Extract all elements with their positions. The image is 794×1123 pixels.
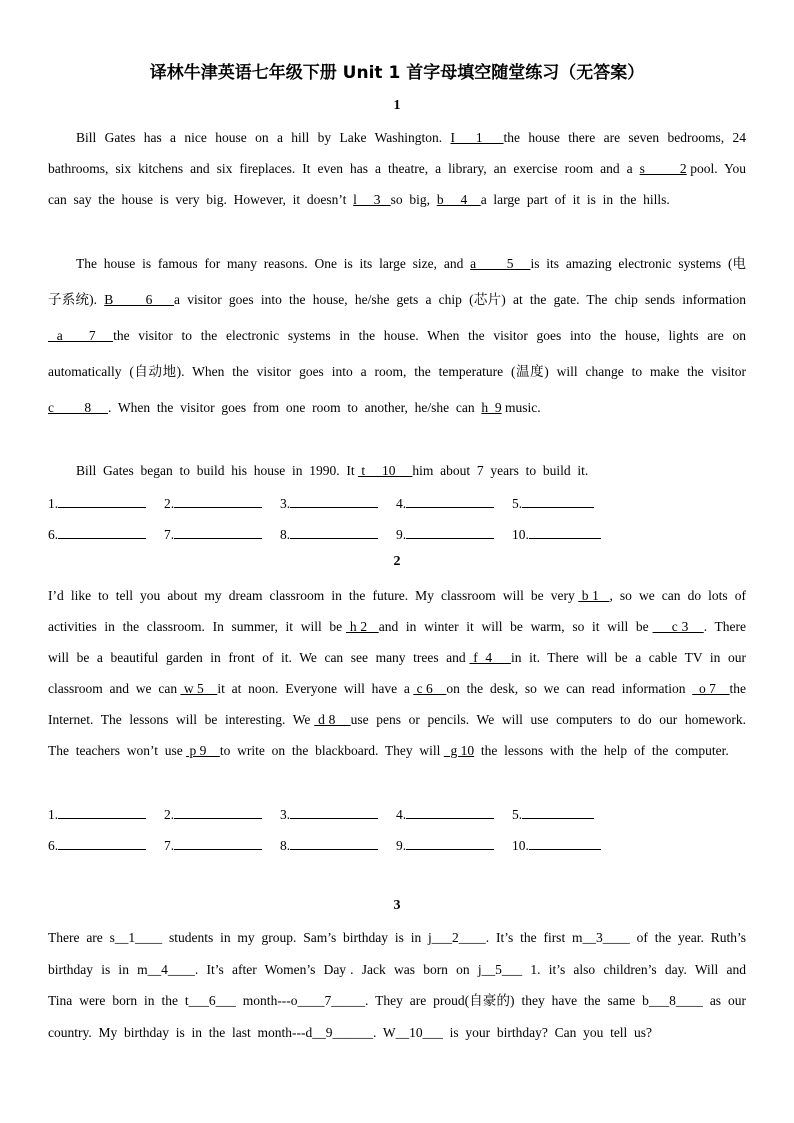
passage-text: a large part of it is in the hills.	[480, 192, 670, 207]
answer-number: 1.	[48, 496, 59, 511]
answer-blank-4	[396, 493, 494, 512]
answer-blank-1	[48, 804, 146, 823]
answer-blank-5	[512, 493, 594, 512]
passage-text: a visitor goes into the house, he/she gets a chip (芯片) at the gate. The chip sends information	[174, 292, 753, 307]
answer-blank-10	[512, 835, 601, 854]
answer-number: 3.	[280, 496, 291, 511]
fill-blank: p 9	[186, 743, 220, 758]
answer-line[interactable]	[58, 524, 146, 539]
fill-blank: B 6	[104, 292, 175, 307]
passage-text: in it. There will be a cable TV in our classroom and we can	[48, 650, 753, 696]
answer-number: 10.	[512, 838, 529, 853]
fill-blank: I 1	[450, 130, 504, 145]
passage-text: , so we can do lots of activities in the classroom. In summer, it will be	[48, 588, 753, 634]
passage-text: is its amazing electronic systems (电子系统).	[48, 256, 746, 307]
answer-line[interactable]	[174, 524, 262, 539]
answer-line[interactable]	[58, 835, 146, 850]
passage-text: . When the visitor goes from one room to another, he/she can	[108, 400, 482, 415]
passage-text: to write on the blackboard. They will	[219, 743, 444, 758]
answer-blank-7	[164, 524, 262, 543]
answer-line[interactable]	[290, 493, 378, 508]
answer-number: 2.	[164, 807, 175, 822]
answer-line[interactable]	[406, 804, 494, 819]
answer-blank-3	[280, 804, 378, 823]
answer-number: 3.	[280, 807, 291, 822]
answer-blank-2	[164, 493, 262, 512]
answer-number: 7.	[164, 838, 175, 853]
section-2-number: 2	[393, 554, 401, 569]
answer-number: 4.	[396, 496, 407, 511]
answer-line[interactable]	[174, 493, 262, 508]
answer-number: 5.	[512, 496, 523, 511]
answer-line[interactable]	[174, 804, 262, 819]
passage-text: him about 7 years to build it.	[412, 463, 589, 478]
answer-number: 7.	[164, 527, 175, 542]
answer-number: 6.	[48, 838, 59, 853]
answer-line[interactable]	[522, 493, 594, 508]
answer-blank-4	[396, 804, 494, 823]
passage-text: . There will be a beautiful garden in front of it. We can see many trees and	[48, 619, 753, 665]
fill-blank: l 3	[353, 192, 391, 207]
answer-blank-1	[48, 493, 146, 512]
answer-number: 10.	[512, 527, 529, 542]
answer-line[interactable]	[174, 835, 262, 850]
answer-number: 6.	[48, 527, 59, 542]
answer-line[interactable]	[58, 804, 146, 819]
passage-text: use pens or pencils. We will use computers to do our homework. The teachers won’t use	[48, 712, 753, 758]
fill-blank: o 7	[692, 681, 730, 696]
answer-line[interactable]	[290, 524, 378, 539]
fill-blank: s 2	[639, 161, 687, 176]
fill-blank: a 5	[470, 256, 531, 271]
passage-text: pool. You can say the house is very big. However, it doesn’t	[48, 161, 753, 207]
answer-blank-6	[48, 524, 146, 543]
fill-blank: c 8	[48, 400, 108, 415]
passage-text: on the desk, so we can read information	[446, 681, 693, 696]
passage-text: so big,	[390, 192, 437, 207]
answer-line[interactable]	[522, 804, 594, 819]
passage-text: the visitor to the electronic systems in the house. When the visitor goes into the house, lights are on automatically (自动地). When the visitor goes into a room, the temperature (温度) will change to make the visitor	[48, 328, 753, 379]
section-1-paragraph-2	[48, 246, 753, 426]
fill-blank: h 2	[346, 619, 379, 634]
answer-blank-2	[164, 804, 262, 823]
fill-blank: b 1	[578, 588, 610, 603]
passage-text: the house there are seven bedrooms, 24 bathrooms, six kitchens and six fireplaces. It even has a theatre, a library, an exercise room and a	[48, 130, 753, 176]
answer-line[interactable]	[529, 524, 601, 539]
passage-text: music.	[501, 400, 541, 415]
fill-blank: d 8	[314, 712, 351, 727]
fill-blank: h 9	[481, 400, 502, 415]
passage-text: Bill Gates has a nice house on a hill by Lake Washington.	[76, 130, 451, 145]
fill-blank: g 10	[443, 743, 475, 758]
fill-blank: f 4	[469, 650, 512, 665]
passage-text: The house is famous for many reasons. One is its large size, and	[76, 256, 471, 271]
fill-blank: t 10	[357, 463, 413, 478]
answer-blank-5	[512, 804, 594, 823]
answer-blank-3	[280, 493, 378, 512]
answer-blank-7	[164, 835, 262, 854]
answer-line[interactable]	[290, 804, 378, 819]
passage-text: the lessons with the help of the computer.	[474, 743, 729, 758]
passage-text: I’d like to tell you about my dream classroom in the future. My classroom will be very	[48, 588, 579, 603]
passage-text: and in winter it will be warm, so it will be	[378, 619, 653, 634]
section-2-paragraph-1	[48, 580, 753, 766]
passage-text: Bill Gates began to build his house in 1990. It	[76, 463, 358, 478]
fill-blank: b 4	[436, 192, 481, 207]
fill-blank: c 6	[413, 681, 447, 696]
answer-number: 9.	[396, 527, 407, 542]
answer-number: 8.	[280, 527, 291, 542]
section-1-paragraph-3	[48, 455, 746, 486]
page-title: 译林牛津英语七年级下册 Unit 1 首字母填空随堂练习（无答案）	[149, 63, 645, 83]
answer-line[interactable]	[290, 835, 378, 850]
answer-line[interactable]	[529, 835, 601, 850]
passage-text: There are s__1____ students in my group. Sam’s birthday is in j___2____. It’s the first m__3____ of the year. Ruth’s birthday is in m__4____. It’s after Women’s Day . Jack was born on j__5___ 1. it’s also children’s day. Will and Tina were born in the t___6___ month---o____7_____. They are proud(自豪的) they have the same b___8____ as our country. My birthday is in the last month---d__9______. W__10___ is your birthday? Can you tell us?	[48, 930, 753, 1040]
answer-number: 2.	[164, 496, 175, 511]
answer-number: 4.	[396, 807, 407, 822]
section-1-number: 1	[393, 98, 401, 113]
answer-line[interactable]	[406, 524, 494, 539]
fill-blank: w 5	[180, 681, 218, 696]
answer-blank-9	[396, 524, 494, 543]
answer-blank-8	[280, 835, 378, 854]
section-3-number: 3	[393, 898, 401, 913]
answer-number: 1.	[48, 807, 59, 822]
section-3-paragraph-1	[48, 922, 753, 1048]
answer-line[interactable]	[58, 493, 146, 508]
answer-line[interactable]	[406, 493, 494, 508]
passage-text: the Internet. The lessons will be interesting. We	[48, 681, 753, 727]
answer-blank-9	[396, 835, 494, 854]
answer-line[interactable]	[406, 835, 494, 850]
answer-number: 5.	[512, 807, 523, 822]
section-1-paragraph-1	[48, 122, 753, 215]
fill-blank: a 7	[48, 328, 114, 343]
answer-number: 9.	[396, 838, 407, 853]
fill-blank: c 3	[652, 619, 704, 634]
answer-blank-10	[512, 524, 601, 543]
answer-blank-6	[48, 835, 146, 854]
answer-blank-8	[280, 524, 378, 543]
answer-number: 8.	[280, 838, 291, 853]
passage-text: it at noon. Everyone will have a	[217, 681, 414, 696]
